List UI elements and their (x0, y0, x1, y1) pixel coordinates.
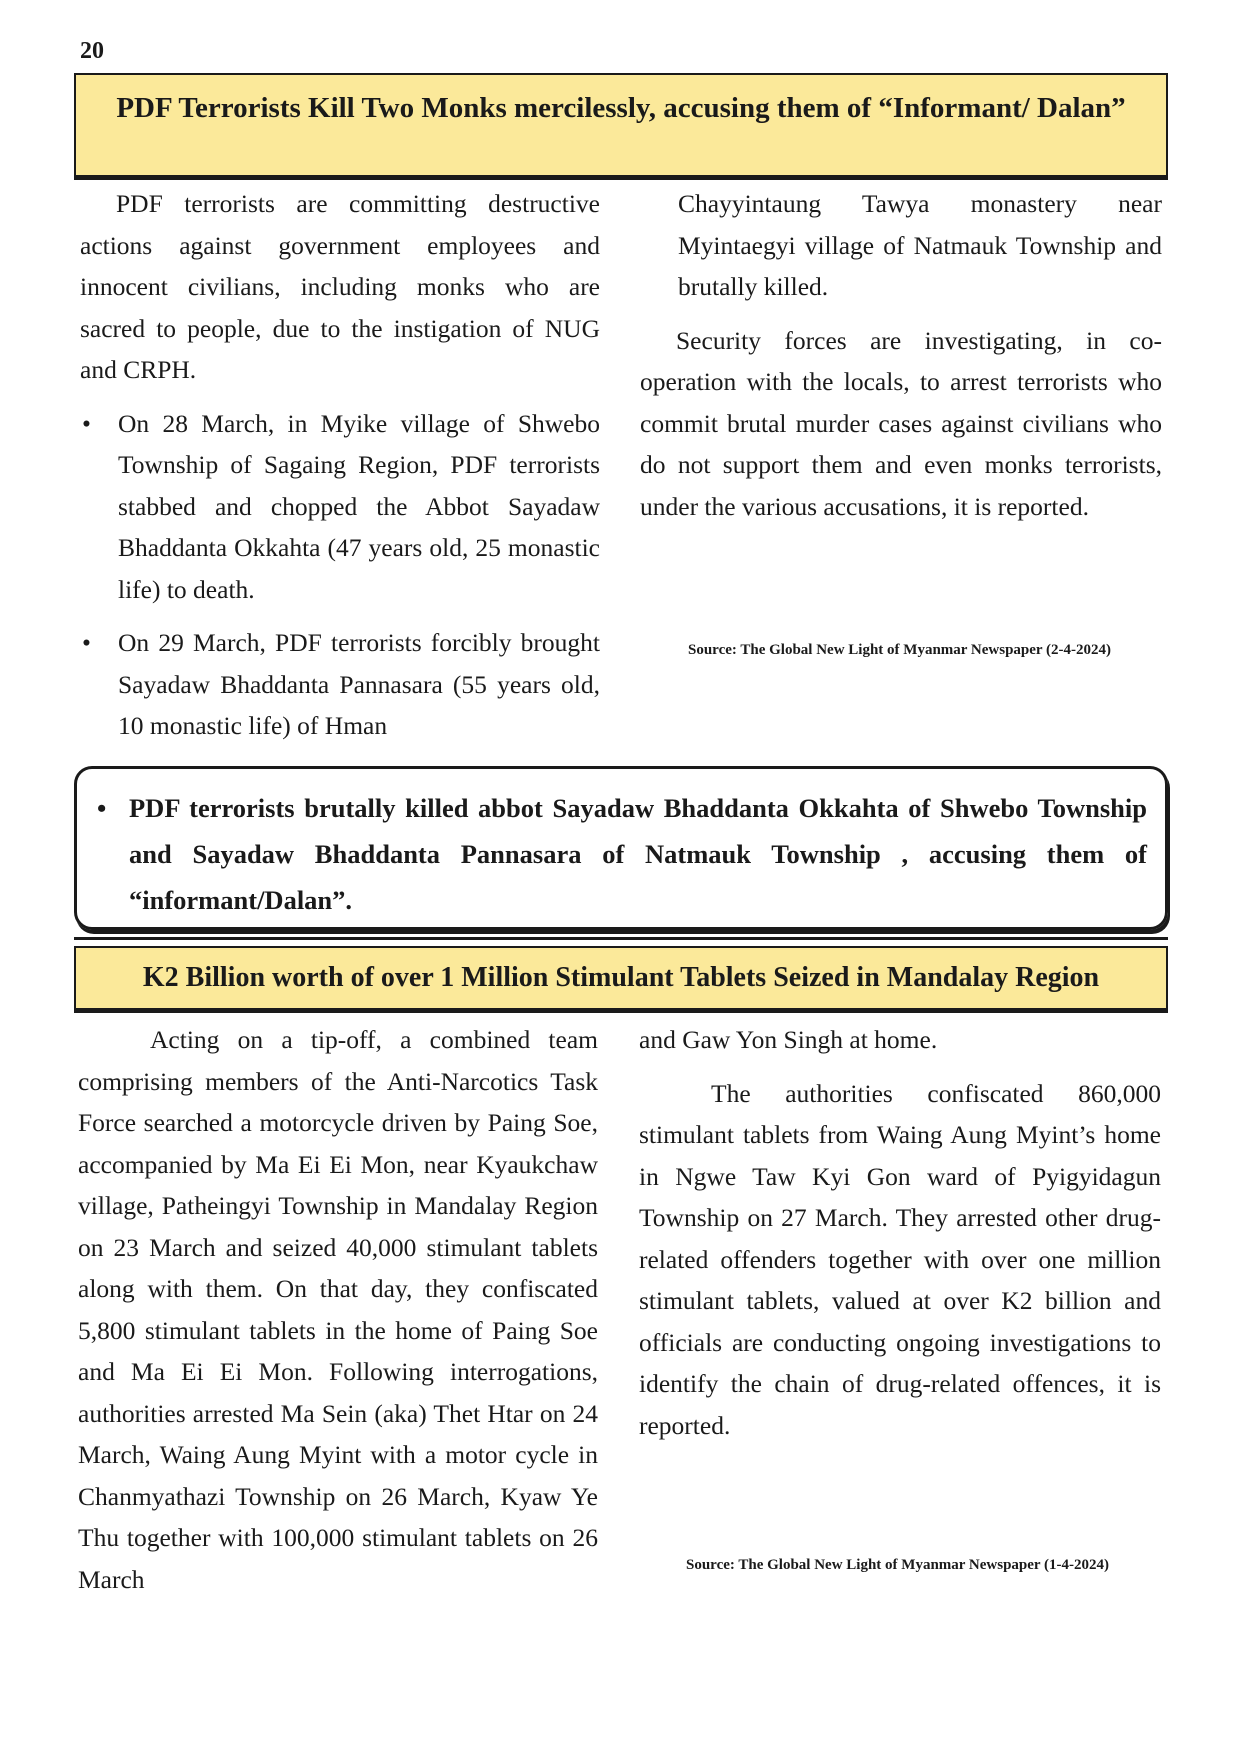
article-1-bullet-list (80, 403, 600, 747)
article-2-paragraph-2: The authorities confiscated 860,000 stimulant tablets from Waing Aung Myint’s home in Ngwe Taw Kyi Gon ward of Pyigyidagun Township on 27 March. They arrested other drug-related offenders together with over one million stimulant tablets, valued at over K2 billion and officials are conducting ongoing investigations to identify the chain of drug-related offences, it is reported. (639, 1078, 1161, 1440)
article-1-right-column (640, 183, 1162, 539)
article-1-source: Source: The Global New Light of Myanmar Newspaper (2-4-2024) (688, 642, 1112, 658)
section-divider (74, 937, 1168, 940)
article-1-headline: PDF Terrorists Kill Two Monks mercilessly, accusing them of “Informant/ Dalan” (74, 73, 1168, 177)
article-2-headline: K2 Billion worth of over 1 Million Stimulant Tablets Seized in Mandalay Region (74, 946, 1168, 1010)
article-2-right-column (639, 1019, 1161, 1458)
callout-text: PDF terrorists brutally killed abbot Sayadaw Bhaddanta Okkahta of Shwebo Township and Sayadaw Bhaddanta Pannasara of Natmauk Township , accusing them of “informant/Dalan”. (129, 793, 1147, 915)
article-1-bullet-1: • On 28 March, in Myike village of Shwebo Township of Sagaing Region, PDF terrorists stabbed and chopped the Abbot Sayadaw Bhaddanta Okkahta (47 years old, 25 monastic life) to death. (80, 403, 600, 611)
article-2-source: Source: The Global New Light of Myanmar Newspaper (1-4-2024) (686, 1557, 1110, 1573)
article-2-paragraph-1-continued: and Gaw Yon Singh at home. (639, 1025, 938, 1054)
article-1-intro: PDF terrorists are committing destructive actions against government employees and innocent civilians, including monks who are sacred to people, due to the instigation of NUG and CRPH. (80, 189, 600, 384)
article-1-bullet-2-continued: Chayyintaung Tawya monastery near Myintaegyi village of Natmauk Township and brutally killed. (678, 189, 1162, 301)
article-1-security-paragraph: Security forces are investigating, in cooperation with the locals, to arrest terrorists who commit brutal murder cases against civilians who do not support them and even monks terrorists, under the various accusations, it is reported. (640, 325, 1162, 521)
article-1-bullet-2: • On 29 March, PDF terrorists forcibly brought Sayadaw Bhaddanta Pannasara (55 years old, 10 monastic life) of Hman (80, 622, 600, 747)
callout-bullet-icon: • (97, 793, 107, 823)
summary-callout-box (74, 766, 1168, 930)
article-2-paragraph-1: Acting on a tip-off, a combined team comprising members of the Anti-Narcotics Task Force searched a motorcycle driven by Paing Soe, accompanied by Ma Ei Ei Mon, near Kyaukchaw village, Patheingyi Township in Mandalay Region on 23 March and seized 40,000 stimulant tablets along with them. On that day, they confiscated 5,800 stimulant tablets in the home of Paing Soe and Ma Ei Ei Mon. Following interrogations, authorities arrested Ma Sein (aka) Thet Htar on 24 March, Waing Aung Myint with a motor cycle in Chanmyathazi Township on 26 March, Kyaw Ye Thu together with 100,000 stimulant tablets on 26 March (78, 1025, 598, 1594)
page-number: 20 (80, 38, 104, 64)
article-1-left-column (80, 183, 600, 759)
article-2-left-column (78, 1019, 598, 1612)
